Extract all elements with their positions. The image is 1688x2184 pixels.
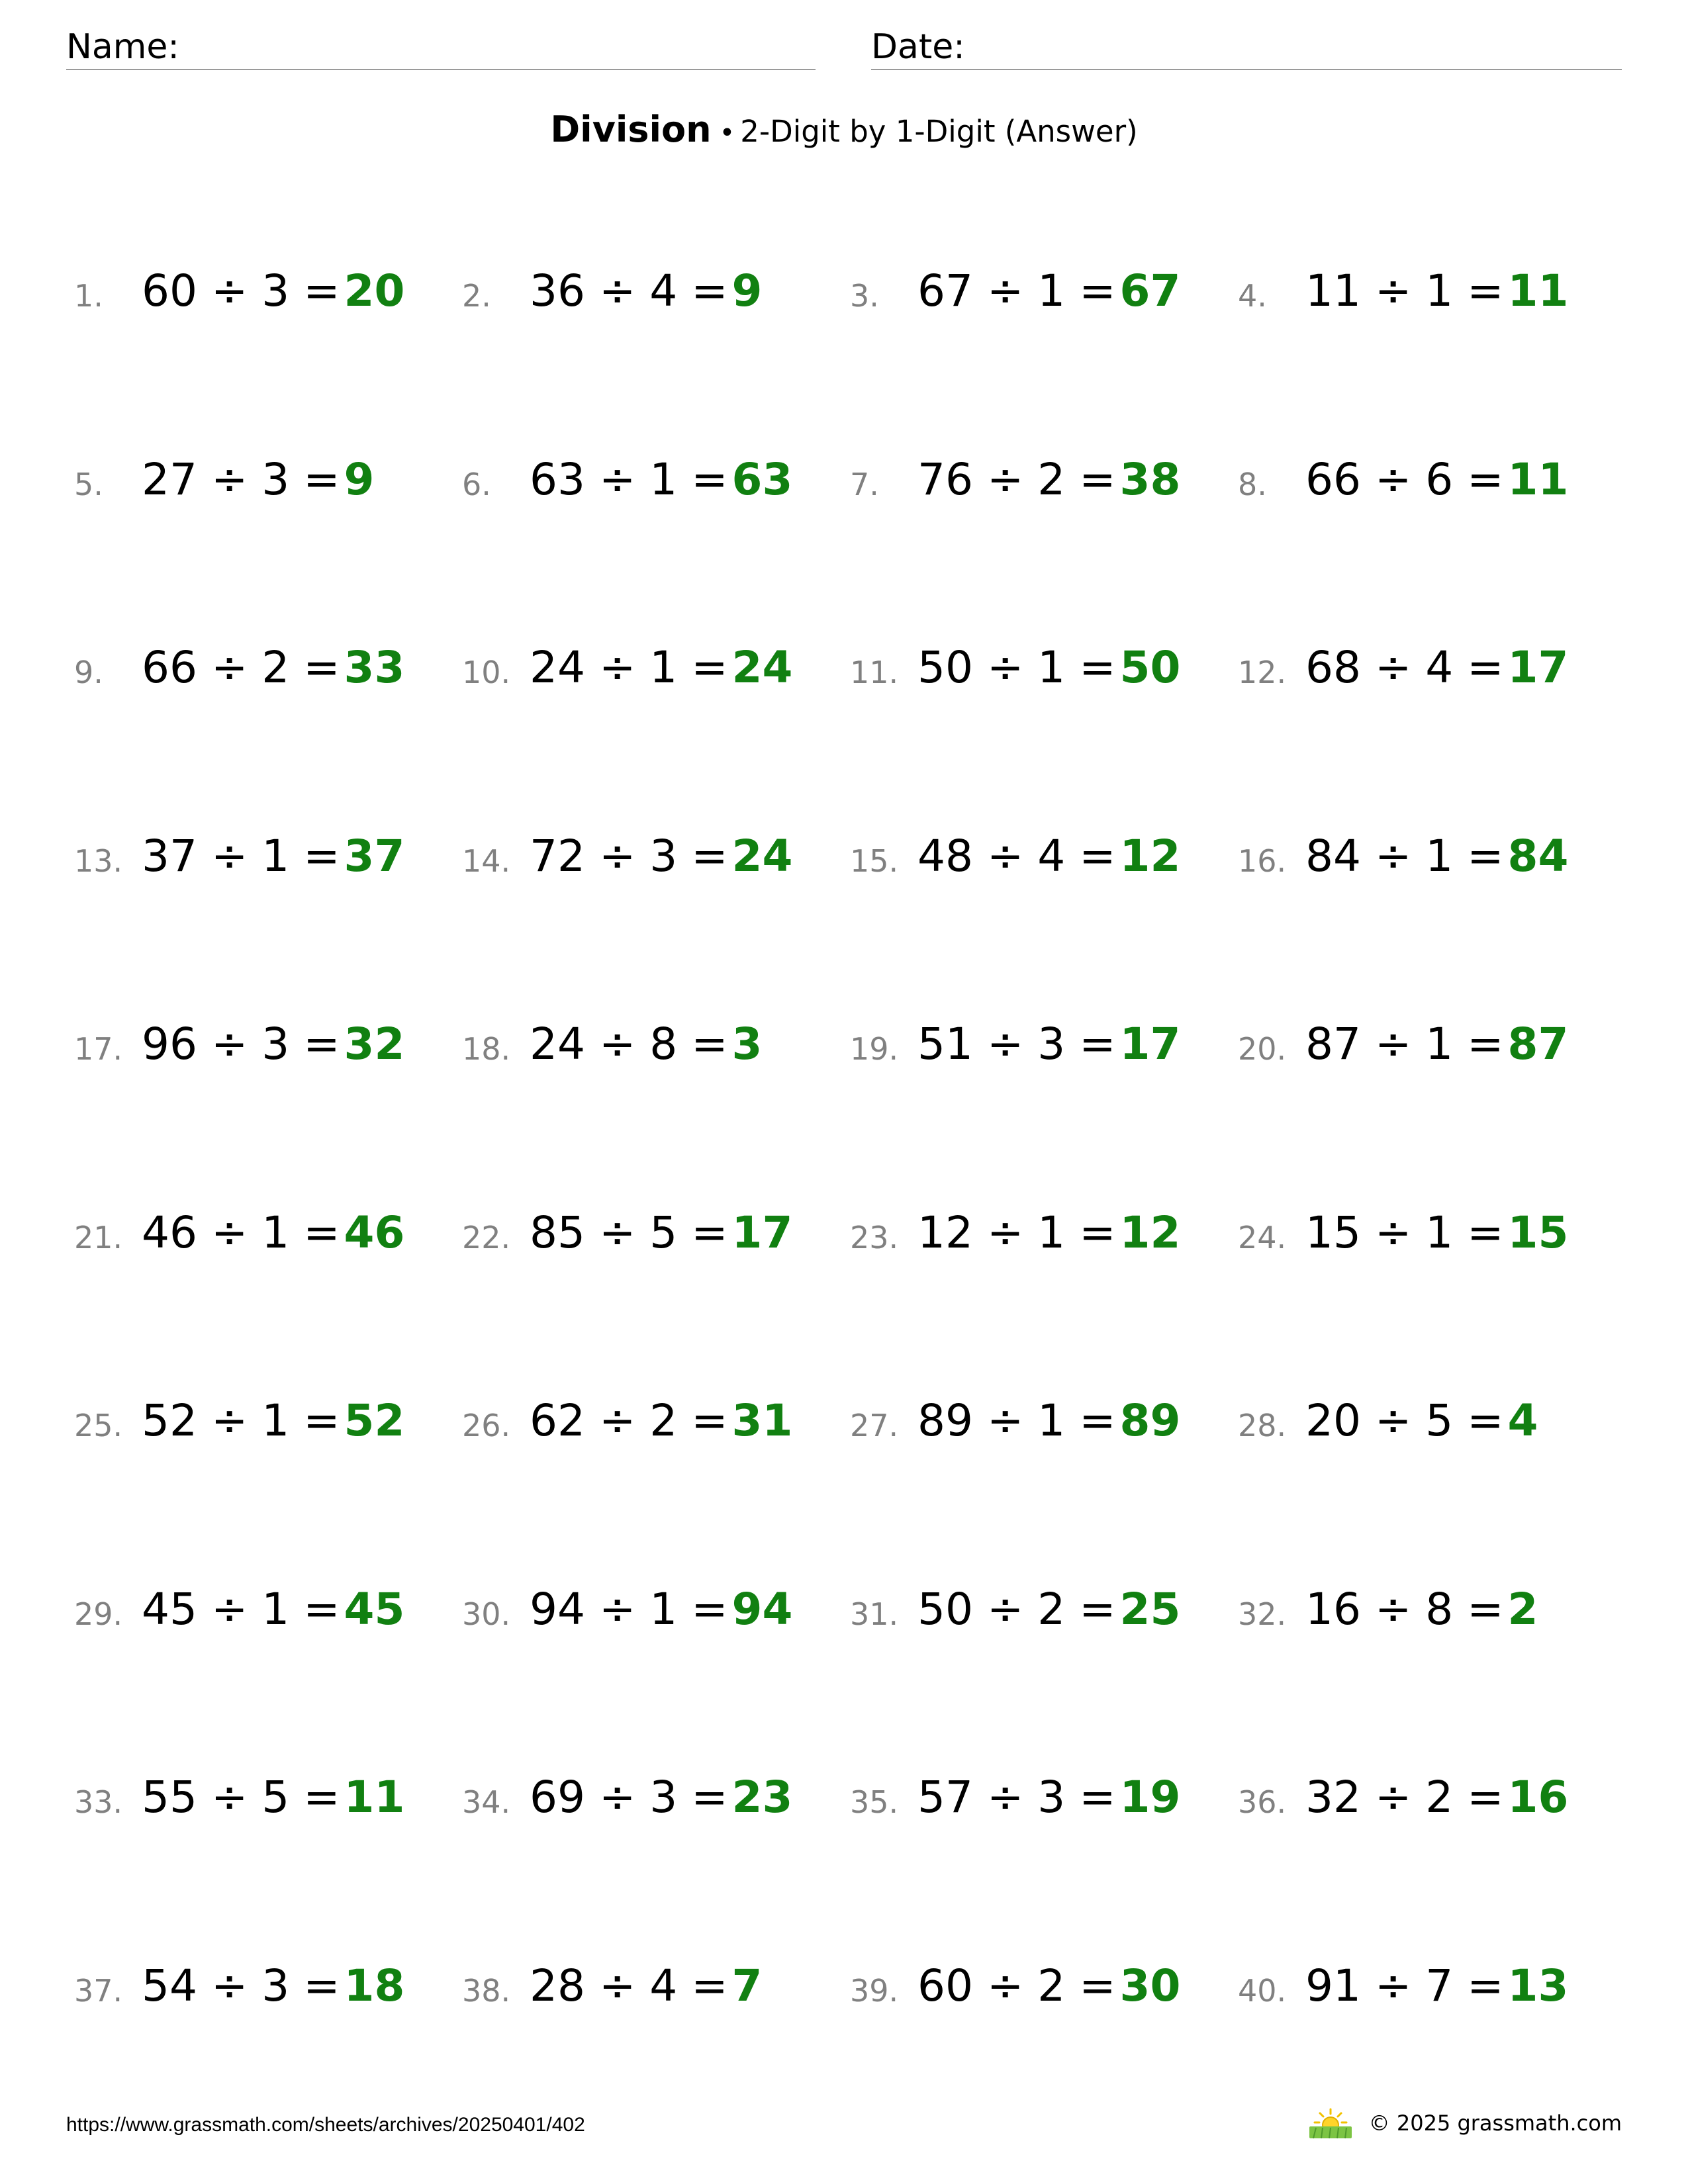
problem-expression	[917, 1395, 1180, 1446]
problem-number: 39.	[850, 1973, 899, 2009]
problem-number: 40.	[1238, 1973, 1287, 2009]
problem-item	[462, 1013, 846, 1079]
name-label: Name:	[66, 27, 179, 67]
problem-equation: 36 ÷ 4 =	[530, 265, 728, 316]
problem-expression	[530, 1019, 762, 1069]
problem-answer: 30	[1119, 1960, 1181, 2011]
problem-number: 23.	[850, 1220, 899, 1255]
problem-item	[1238, 1578, 1622, 1644]
sun-over-grass-icon	[1307, 2107, 1354, 2140]
problem-number: 27.	[850, 1408, 899, 1443]
problem-item	[1238, 1389, 1622, 1455]
problem-answer: 94	[731, 1584, 793, 1635]
problem-expression	[1305, 1772, 1568, 1823]
problem-answer: 24	[731, 831, 793, 882]
problem-answer: 25	[1119, 1584, 1181, 1635]
problem-answer: 31	[731, 1395, 793, 1446]
problem-number: 11.	[850, 655, 899, 690]
problem-answer: 45	[344, 1584, 405, 1635]
problem-number: 37.	[74, 1973, 123, 2009]
problem-answer: 11	[1507, 454, 1569, 505]
problem-equation: 55 ÷ 5 =	[142, 1772, 340, 1823]
problem-answer: 4	[1507, 1395, 1538, 1446]
problem-equation: 24 ÷ 8 =	[530, 1019, 728, 1069]
problem-number: 7.	[850, 467, 879, 502]
problem-number: 10.	[462, 655, 511, 690]
problem-number: 6.	[462, 467, 491, 502]
problem-expression	[1305, 1960, 1568, 2011]
problem-answer: 9	[731, 265, 763, 316]
problem-equation: 72 ÷ 3 =	[530, 831, 728, 882]
problem-number: 28.	[1238, 1408, 1287, 1443]
problem-answer: 2	[1507, 1584, 1538, 1635]
problem-answer: 17	[1507, 642, 1569, 693]
problem-item	[1238, 1954, 1622, 2021]
problem-equation: 15 ÷ 1 =	[1305, 1207, 1504, 1258]
problem-number: 36.	[1238, 1784, 1287, 1820]
problem-equation: 46 ÷ 1 =	[142, 1207, 340, 1258]
problem-equation: 37 ÷ 1 =	[142, 831, 340, 882]
title-bullet: •	[719, 118, 735, 148]
problem-item	[850, 1013, 1234, 1079]
problem-item	[74, 1201, 458, 1267]
problem-number: 20.	[1238, 1031, 1287, 1067]
problem-item	[850, 448, 1234, 514]
problem-number: 24.	[1238, 1220, 1287, 1255]
problem-answer: 12	[1119, 831, 1181, 882]
problem-answer: 11	[1507, 265, 1569, 316]
problem-number: 2.	[462, 278, 491, 314]
problem-number: 9.	[74, 655, 103, 690]
problem-answer: 20	[344, 265, 405, 316]
problem-equation: 28 ÷ 4 =	[530, 1960, 728, 2011]
problem-item	[462, 1201, 846, 1267]
footer-url[interactable]: https://www.grassmath.com/sheets/archives/20250401/402	[66, 2114, 585, 2136]
problem-number: 16.	[1238, 843, 1287, 879]
problem-equation: 67 ÷ 1 =	[917, 265, 1116, 316]
problem-number: 32.	[1238, 1596, 1287, 1632]
problem-equation: 51 ÷ 3 =	[917, 1019, 1116, 1069]
problem-expression	[917, 831, 1180, 882]
problem-answer: 50	[1119, 642, 1181, 693]
problem-equation: 54 ÷ 3 =	[142, 1960, 340, 2011]
problem-number: 19.	[850, 1031, 899, 1067]
problem-answer: 63	[731, 454, 793, 505]
problem-expression	[142, 265, 404, 316]
problem-answer: 89	[1119, 1395, 1181, 1446]
problem-expression	[1305, 642, 1568, 693]
problem-answer: 46	[344, 1207, 405, 1258]
problem-expression	[142, 642, 404, 693]
problem-answer: 15	[1507, 1207, 1569, 1258]
problem-expression	[530, 642, 792, 693]
problem-equation: 27 ÷ 3 =	[142, 454, 340, 505]
problem-expression	[142, 1960, 404, 2011]
problem-item	[1238, 448, 1622, 514]
problem-item	[850, 1766, 1234, 1832]
problem-expression	[142, 1207, 404, 1258]
problem-expression	[1305, 1207, 1568, 1258]
problem-expression	[917, 1019, 1180, 1069]
problem-item	[1238, 1766, 1622, 1832]
problem-answer: 11	[344, 1772, 405, 1823]
problem-equation: 57 ÷ 3 =	[917, 1772, 1116, 1823]
problem-answer: 67	[1119, 265, 1181, 316]
problem-equation: 89 ÷ 1 =	[917, 1395, 1116, 1446]
problem-equation: 84 ÷ 1 =	[1305, 831, 1504, 882]
problem-expression	[530, 1960, 762, 2011]
problem-equation: 20 ÷ 5 =	[1305, 1395, 1504, 1446]
problem-item	[462, 1578, 846, 1644]
problem-number: 34.	[462, 1784, 511, 1820]
problem-number: 15.	[850, 843, 899, 879]
problem-expression	[142, 1395, 404, 1446]
problem-expression	[530, 454, 792, 505]
problem-expression	[530, 831, 792, 882]
problem-answer: 9	[344, 454, 375, 505]
problem-number: 18.	[462, 1031, 511, 1067]
problem-equation: 50 ÷ 1 =	[917, 642, 1116, 693]
problem-equation: 66 ÷ 2 =	[142, 642, 340, 693]
problem-expression	[1305, 265, 1568, 316]
problem-answer: 7	[731, 1960, 763, 2011]
problem-equation: 24 ÷ 1 =	[530, 642, 728, 693]
problem-item	[462, 1954, 846, 2021]
problem-expression	[917, 1960, 1180, 2011]
problem-answer: 84	[1507, 831, 1569, 882]
problem-item	[1238, 1013, 1622, 1079]
problem-number: 1.	[74, 278, 103, 314]
problem-item	[74, 1389, 458, 1455]
problem-expression	[917, 1772, 1180, 1823]
problem-number: 31.	[850, 1596, 899, 1632]
problem-expression	[530, 1395, 792, 1446]
problem-answer: 32	[344, 1019, 405, 1069]
problem-item	[462, 1389, 846, 1455]
problem-expression	[142, 1019, 404, 1069]
problem-equation: 96 ÷ 3 =	[142, 1019, 340, 1069]
problem-number: 22.	[462, 1220, 511, 1255]
problem-item	[850, 1954, 1234, 2021]
date-label: Date:	[871, 27, 965, 67]
problem-item	[74, 636, 458, 702]
problem-answer: 37	[344, 831, 405, 882]
problem-expression	[530, 1772, 792, 1823]
problem-item	[850, 1201, 1234, 1267]
problem-number: 13.	[74, 843, 123, 879]
problem-number: 4.	[1238, 278, 1267, 314]
problem-number: 5.	[74, 467, 103, 502]
problem-equation: 11 ÷ 1 =	[1305, 265, 1504, 316]
problem-equation: 91 ÷ 7 =	[1305, 1960, 1504, 2011]
problem-item	[462, 448, 846, 514]
problem-item	[74, 825, 458, 891]
problem-number: 8.	[1238, 467, 1267, 502]
problem-answer: 18	[344, 1960, 405, 2011]
problem-answer: 24	[731, 642, 793, 693]
problem-equation: 69 ÷ 3 =	[530, 1772, 728, 1823]
problem-equation: 85 ÷ 5 =	[530, 1207, 728, 1258]
problem-expression	[1305, 1584, 1538, 1635]
problem-number: 3.	[850, 278, 879, 314]
problem-expression	[530, 1207, 792, 1258]
problem-item	[74, 1766, 458, 1832]
problem-answer: 13	[1507, 1960, 1569, 2011]
problem-item	[462, 636, 846, 702]
problem-answer: 23	[731, 1772, 793, 1823]
problem-item	[1238, 825, 1622, 891]
footer-copyright: © 2025 grassmath.com	[1368, 2111, 1622, 2136]
problem-expression	[1305, 454, 1568, 505]
problem-equation: 60 ÷ 3 =	[142, 265, 340, 316]
problem-number: 33.	[74, 1784, 123, 1820]
problem-equation: 12 ÷ 1 =	[917, 1207, 1116, 1258]
problem-equation: 45 ÷ 1 =	[142, 1584, 340, 1635]
problem-answer: 87	[1507, 1019, 1569, 1069]
problem-item	[850, 825, 1234, 891]
problem-equation: 48 ÷ 4 =	[917, 831, 1116, 882]
problem-answer: 12	[1119, 1207, 1181, 1258]
problem-number: 30.	[462, 1596, 511, 1632]
problem-expression	[917, 1207, 1180, 1258]
problem-item	[74, 1013, 458, 1079]
problem-answer: 38	[1119, 454, 1181, 505]
problem-expression	[917, 265, 1180, 316]
title-subtitle: 2-Digit by 1-Digit (Answer)	[740, 114, 1138, 149]
problem-number: 26.	[462, 1408, 511, 1443]
problem-equation: 63 ÷ 1 =	[530, 454, 728, 505]
problem-item	[74, 448, 458, 514]
problem-expression	[142, 831, 404, 882]
problem-expression	[1305, 831, 1568, 882]
problem-expression	[1305, 1395, 1538, 1446]
problem-item	[1238, 1201, 1622, 1267]
problem-expression	[917, 454, 1180, 505]
problem-number: 38.	[462, 1973, 511, 2009]
problem-answer: 33	[344, 642, 405, 693]
problem-item	[462, 825, 846, 891]
problem-item	[850, 259, 1234, 326]
problem-item	[1238, 636, 1622, 702]
problem-equation: 87 ÷ 1 =	[1305, 1019, 1504, 1069]
problem-equation: 50 ÷ 2 =	[917, 1584, 1116, 1635]
problem-item	[850, 636, 1234, 702]
problem-equation: 52 ÷ 1 =	[142, 1395, 340, 1446]
problem-equation: 76 ÷ 2 =	[917, 454, 1116, 505]
problem-item	[850, 1578, 1234, 1644]
problem-number: 21.	[74, 1220, 123, 1255]
problem-expression	[917, 642, 1180, 693]
problem-equation: 16 ÷ 8 =	[1305, 1584, 1504, 1635]
problem-expression	[142, 1584, 404, 1635]
problem-expression	[530, 265, 762, 316]
problem-equation: 60 ÷ 2 =	[917, 1960, 1116, 2011]
problem-equation: 94 ÷ 1 =	[530, 1584, 728, 1635]
problem-expression	[530, 1584, 792, 1635]
problem-answer: 16	[1507, 1772, 1569, 1823]
problem-number: 14.	[462, 843, 511, 879]
problem-answer: 17	[731, 1207, 793, 1258]
title-main: Division	[550, 109, 712, 150]
problem-answer: 3	[731, 1019, 763, 1069]
problem-item	[850, 1389, 1234, 1455]
footer-brand	[1307, 2105, 1622, 2142]
problem-number: 12.	[1238, 655, 1287, 690]
problem-answer: 52	[344, 1395, 405, 1446]
problem-number: 29.	[74, 1596, 123, 1632]
problem-number: 25.	[74, 1408, 123, 1443]
problem-expression	[142, 454, 374, 505]
problem-answer: 17	[1119, 1019, 1181, 1069]
problem-item	[74, 1578, 458, 1644]
problem-number: 35.	[850, 1784, 899, 1820]
problem-equation: 32 ÷ 2 =	[1305, 1772, 1504, 1823]
problem-item	[74, 1954, 458, 2021]
problem-number: 17.	[74, 1031, 123, 1067]
problem-item	[462, 259, 846, 326]
problem-item	[1238, 259, 1622, 326]
problem-answer: 19	[1119, 1772, 1181, 1823]
problem-item	[462, 1766, 846, 1832]
problem-equation: 66 ÷ 6 =	[1305, 454, 1504, 505]
problem-expression	[142, 1772, 404, 1823]
problem-equation: 68 ÷ 4 =	[1305, 642, 1504, 693]
problem-expression	[1305, 1019, 1568, 1069]
problem-item	[74, 259, 458, 326]
problem-equation: 62 ÷ 2 =	[530, 1395, 728, 1446]
problem-expression	[917, 1584, 1180, 1635]
